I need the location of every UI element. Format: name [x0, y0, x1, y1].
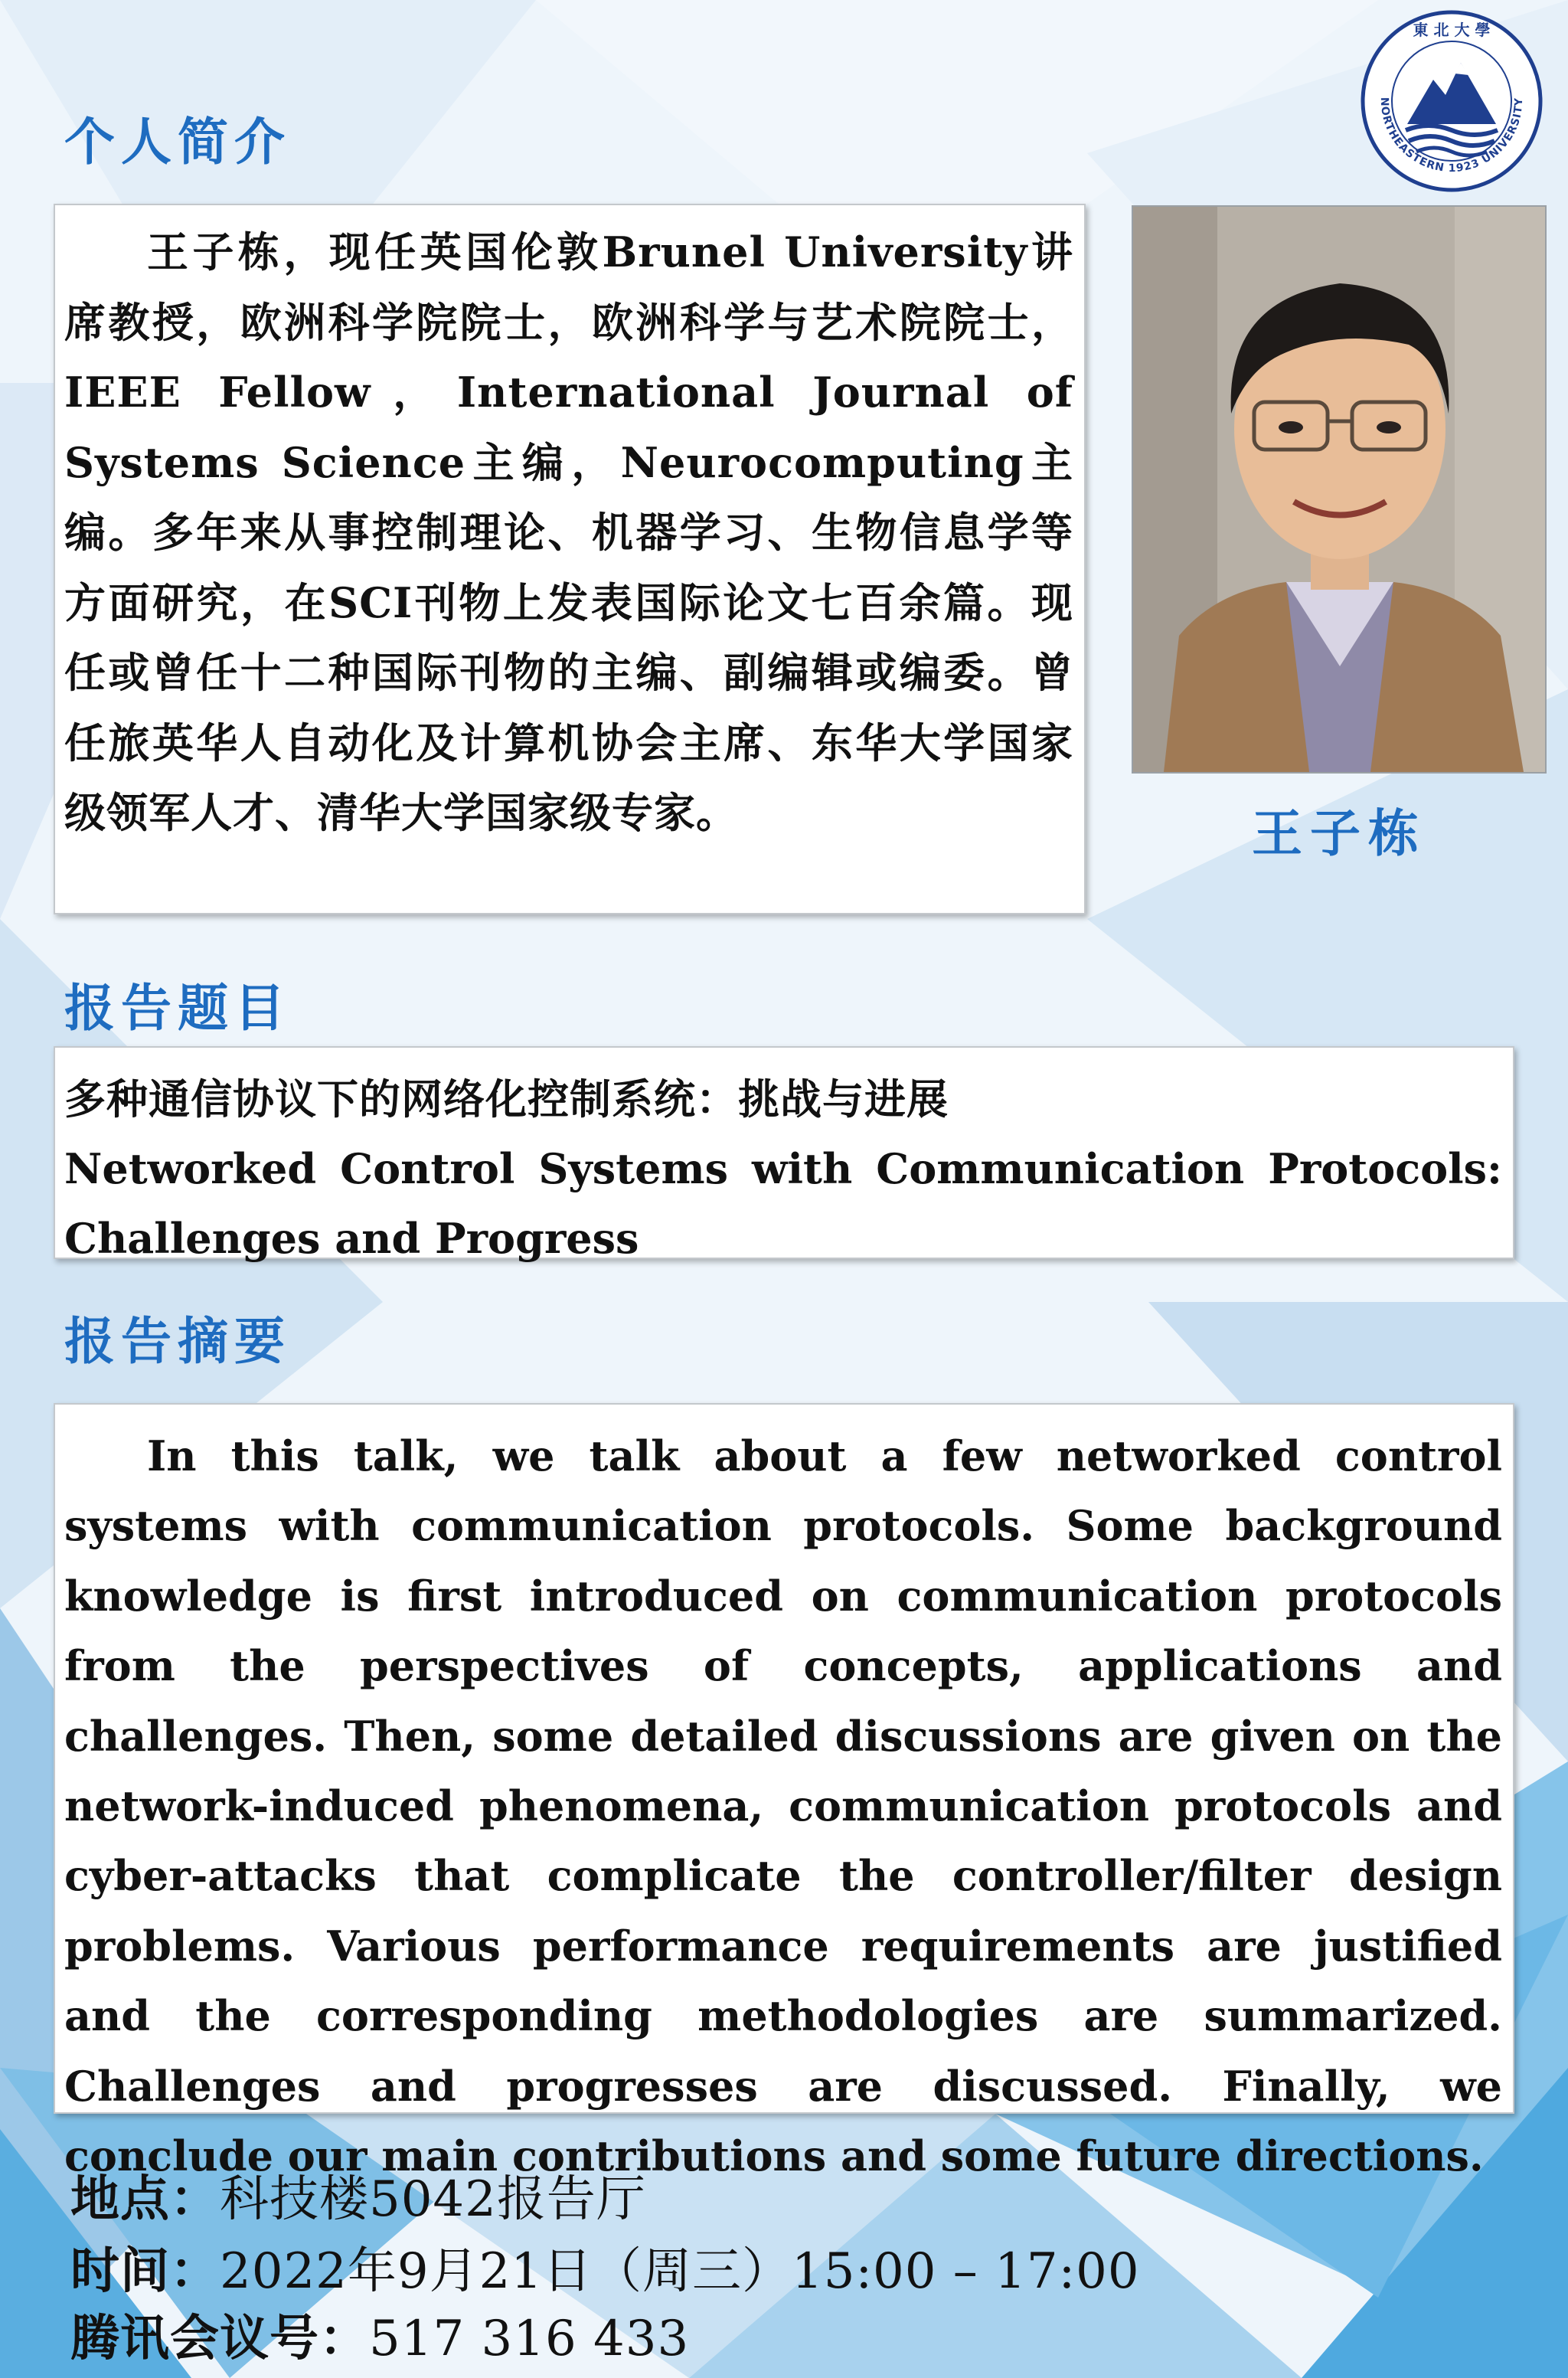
meeting-line: [70, 2310, 690, 2367]
time-value: 2022年9月21日（周三）15:00 – 17:00: [220, 2243, 1140, 2300]
logo-top-text: 東 北 大 學: [1413, 21, 1491, 39]
bio-heading: 个人简介: [64, 112, 291, 172]
talk-abstract: In this talk, we talk about a few networked control systems with communication protocols. Some background knowledge is first introduced on communication protocols from the perspectives of concepts, applications and challenges. Then, some detailed discussions are given on the network-induced phenomena, communication protocols and cyber-attacks that complicate the controller/filter design problems. Various performance requirements are justified and the corresponding methodologies are summarized. Challenges and progresses are discussed. Finally, we conclude our main contributions and some future directions.: [64, 1431, 1502, 2181]
talk-title-cn: 多种通信协议下的网络化控制系统：挑战与进展: [64, 1075, 949, 1124]
bio-box: [54, 204, 1086, 914]
speaker-name: 王子栋: [1252, 803, 1426, 863]
university-logo: [1360, 9, 1544, 193]
abstract-heading: 报告摘要: [64, 1311, 291, 1371]
meeting-label: 腾讯会议号：: [70, 2310, 369, 2367]
logo-ring-text: NORTHEASTERN 1923 UNIVERSITY: [1377, 96, 1526, 175]
speaker-photo: [1132, 205, 1547, 774]
time-label: 时间：: [70, 2242, 220, 2300]
speaker-bio: 王子栋，现任英国伦敦Brunel University讲席教授，欧洲科学院院士，欧洲科学与艺术院院士，IEEE Fellow，International Journal of Systems Science主编，Neurocomputing主编。多年来从事控制理论、机器学习、生物信息学等方面研究，在SCI刊物上发表国际论文七百余篇。现任或曾任十二种国际刊物的主编、副编辑或编委。曾任旅英华人自动化及计算机协会主席、东华大学国家级领军人才、清华大学国家级专家。: [64, 227, 1073, 837]
location-value: 科技楼5042报告厅: [220, 2171, 646, 2228]
abstract-box: [54, 1403, 1514, 2181]
location-label: 地点：: [70, 2170, 220, 2228]
time-line: [70, 2242, 1140, 2300]
meeting-value: 517 316 433: [369, 2311, 690, 2367]
location-line: [70, 2170, 646, 2228]
talk-title-en: Networked Control Systems with Communication Protocols: Challenges and Progress: [64, 1144, 1502, 1263]
title-heading: 报告题目: [64, 978, 291, 1038]
talk-title-box: [54, 1046, 1514, 1263]
